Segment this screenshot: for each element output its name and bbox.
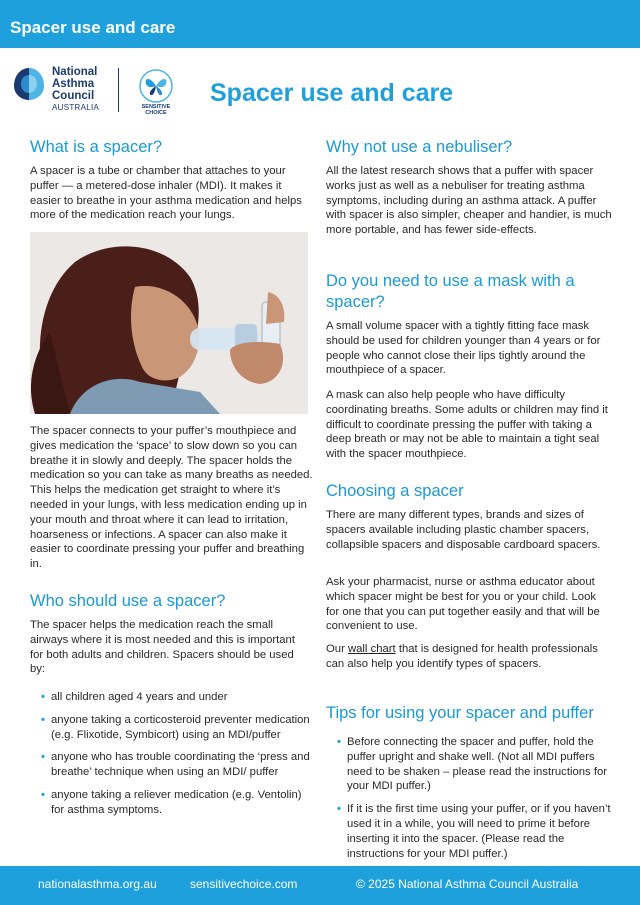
para-what-is-spacer: A spacer is a tube or chamber that attaches to your puffer — a metered-dose inhaler (MDI). It makes it easier to breathe in your asthma medication and helps more of the medication reach your lungs. — [30, 165, 302, 222]
footer-copyright: © 2025 National Asthma Council Australia — [356, 877, 579, 891]
bullet-icon: • — [337, 803, 341, 816]
para-spacer-connects: The spacer connects to your puffer’s mouthpiece and gives medication the ‘space’ to slow down so you can breathe it in slowly and deeply. The spacer holds the medication so you can take as many breaths as needed. This helps the medication get straight to where it’s needed in your lungs, with less medication ending up in your mouth and throat where it can lead to irritation, hoarseness or infections. A spacer can also make it easier to coordinate pressing your puffer and breathing in. — [30, 425, 313, 571]
national-asthma-council-logo — [12, 66, 46, 102]
list-item-text: all children aged 4 years and under — [51, 691, 228, 703]
header-bar — [0, 0, 640, 48]
bullet-icon: • — [41, 751, 45, 764]
bullet-icon: • — [41, 691, 45, 703]
logo-area — [12, 66, 212, 116]
para-who-should-use: The spacer helps the medication reach the small airways where it is most needed and this is important for both adults and children. Spacers should be used by: — [30, 619, 295, 676]
bullet-icon: • — [41, 713, 45, 726]
logo-divider — [118, 68, 119, 112]
sc-line2: CHOICE — [145, 110, 167, 116]
list-item — [30, 690, 316, 705]
wall-chart-post: that is designed for health professionals can also help you identify types of spacers. — [326, 643, 598, 670]
list-item — [326, 735, 618, 794]
wall-chart-pre: Our — [326, 643, 348, 655]
photo-woman-using-spacer — [30, 232, 308, 414]
header-title: Spacer use and care — [10, 18, 176, 37]
nac-line4: AUSTRALIA — [52, 103, 100, 112]
bullet-icon: • — [41, 788, 45, 801]
bullet-icon: • — [337, 736, 341, 748]
list-item-text: If it is the first time using your puffer, or if you haven’t used it in a while, you will need to prime it before inserting it into the spacer. (Please read the instructions for your MDI puffer.) — [347, 803, 611, 860]
list-item — [326, 802, 618, 861]
list-item-text: anyone taking a reliever medication (e.g. Ventolin) for asthma symptoms. — [51, 788, 302, 816]
list-tips — [326, 735, 618, 869]
sc-line1: SENSITIVE — [141, 104, 171, 110]
list-item — [30, 750, 316, 780]
sensitive-choice-wordmark — [138, 104, 174, 116]
footer-link-nationalasthma[interactable]: nationalasthma.org.au — [38, 877, 157, 891]
list-item-text: anyone taking a corticosteroid preventer medication (e.g. Flixotide, Symbicort) using an MDI/puffer — [51, 713, 310, 741]
page-title: Spacer use and care — [210, 79, 454, 107]
heading-tips: Tips for using your spacer and puffer — [326, 704, 594, 722]
list-item — [30, 713, 316, 743]
heading-who-should-use: Who should use a spacer? — [30, 592, 226, 610]
nac-wordmark — [52, 66, 99, 114]
list-who-should-use — [30, 690, 316, 826]
para-mask-2: A mask can also help people who have difficulty coordinating breaths. Some adults or children may find it difficult to coordinate pressing the puffer with taking a deep breath or may not be able to maintain a tight seal with the spacer mouthpiece. — [326, 389, 608, 461]
sensitive-choice-butterfly-icon — [138, 68, 174, 104]
para-choosing-3 — [326, 642, 598, 672]
footer-link-sensitivechoice[interactable]: sensitivechoice.com — [190, 877, 298, 891]
nac-line3: Council — [52, 90, 95, 102]
nac-line1: National — [52, 66, 98, 78]
heading-what-is-spacer: What is a spacer? — [30, 138, 163, 156]
para-choosing-1: There are many different types, brands and sizes of spacers available including plastic chamber spacers, collapsible spacers and disposable cardboard spacers. — [326, 509, 601, 551]
para-choosing-2: Ask your pharmacist, nurse or asthma educator about which spacer might be best for you or your child. Look for one that you can put together easily and that will be convenient to use. — [326, 576, 600, 633]
footer-bar — [0, 866, 640, 905]
list-item — [30, 788, 316, 818]
list-item-text: Before connecting the spacer and puffer, hold the puffer upright and shake well. (Not all MDI puffers need to be shaken – please read the instructions for your MDI puffer.) — [347, 736, 607, 793]
nac-line2: Asthma — [52, 78, 95, 90]
para-mask-1: A small volume spacer with a tightly fitting face mask should be used for children younger than 4 years or for people who cannot close their lips tightly around the mouthpiece of a spacer. — [326, 320, 601, 377]
para-nebuliser: All the latest research shows that a puffer with spacer works just as well as a nebuliser for treating asthma symptoms, including during an asthma attack. A puffer with spacer is also simpler, cheaper and handier, is much more portable, and has fewer side-effects. — [326, 165, 612, 237]
heading-choosing: Choosing a spacer — [326, 482, 464, 500]
heading-mask: Do you need to use a mask with a spacer? — [326, 272, 575, 311]
list-item-text: anyone who has trouble coordinating the ‘press and breathe’ technique when using an MDI/ puffer — [51, 751, 310, 779]
wall-chart-link[interactable]: wall chart — [347, 643, 396, 655]
heading-nebuliser: Why not use a nebuliser? — [326, 138, 513, 156]
